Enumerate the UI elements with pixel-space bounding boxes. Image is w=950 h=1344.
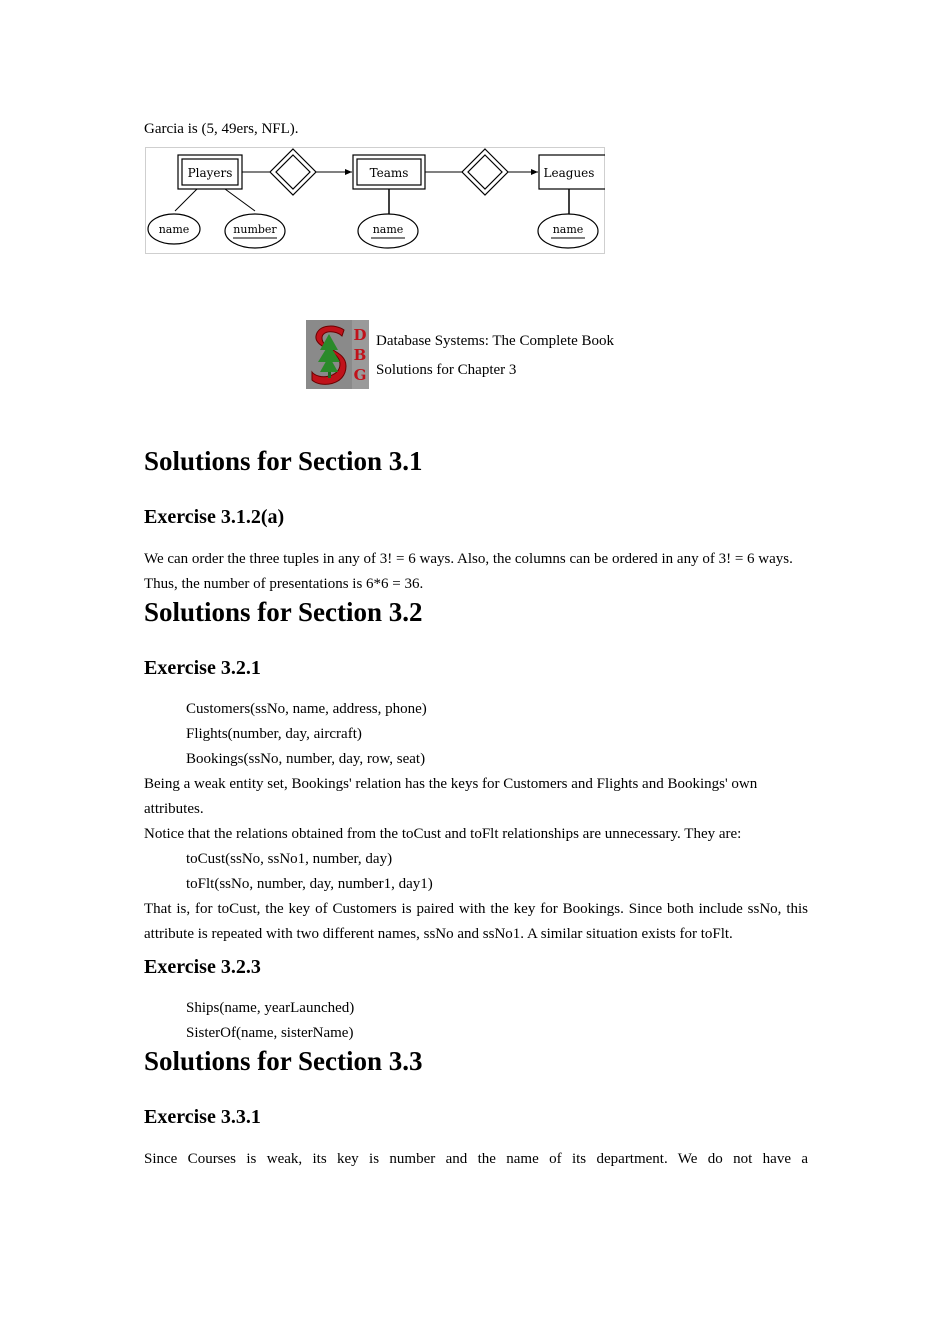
relations-list-2 xyxy=(144,847,808,897)
relation-sisterof: SisterOf(name, sisterName) xyxy=(186,1025,354,1041)
relation-flights: Flights(number, day, aircraft) xyxy=(186,726,362,742)
players-label: Players xyxy=(187,166,233,180)
tocust-paragraph: That is, for toCust, the key of Customers is paired with the key for Bookings. Since both include ssNo, this attribute is repeated with two different names, ssNo and ssNo1. A similar situation exists for toFlt. xyxy=(144,901,808,942)
relation-customers: Customers(ssNo, name, address, phone) xyxy=(186,701,427,717)
er-diagram xyxy=(145,147,605,254)
relations-list-1 xyxy=(144,697,808,772)
svg-text:name: name xyxy=(158,223,190,236)
svg-text:G: G xyxy=(353,366,367,384)
section-3-3-heading: Solutions for Section 3.3 xyxy=(144,1046,423,1076)
exercise-3-2-1-heading: Exercise 3.2.1 xyxy=(144,657,261,679)
stanford-dbg-logo xyxy=(306,320,369,389)
weak-entity-paragraph: Being a weak entity set, Bookings' relation has the keys for Customers and Flights and Bookings' own attributes. xyxy=(144,776,758,817)
relation-ships: Ships(name, yearLaunched) xyxy=(186,1000,355,1016)
teams-label: Teams xyxy=(369,166,409,180)
relation-tocust: toCust(ssNo, ssNo1, number, day) xyxy=(186,851,393,867)
relation-bookings: Bookings(ssNo, number, day, row, seat) xyxy=(186,751,426,767)
exercise-3-2-3-heading: Exercise 3.2.3 xyxy=(144,956,261,978)
svg-text:name: name xyxy=(372,223,404,236)
book-titles xyxy=(376,320,614,389)
exercise-3-1-2a-text: We can order the three tuples in any of 3! = 6 ways. Also, the columns can be ordered in any of 3! = 6 ways. Thus, the number of presentations is 6*6 = 36. xyxy=(144,551,793,592)
intro-text: Garcia is (5, 49ers, NFL). xyxy=(144,121,299,137)
relation-toflt: toFlt(ssNo, number, day, number1, day1) xyxy=(186,876,433,892)
book-header xyxy=(306,320,614,389)
solutions-content xyxy=(144,443,808,1172)
relationships-paragraph: Notice that the relations obtained from the toCust and toFlt relationships are unnecessary. They are: xyxy=(144,826,742,842)
relations-list-3 xyxy=(144,996,808,1046)
book-subtitle: Solutions for Chapter 3 xyxy=(376,362,517,378)
svg-text:B: B xyxy=(353,346,367,364)
svg-text:number: number xyxy=(233,223,277,236)
leagues-label: Leagues xyxy=(543,166,595,180)
exercise-3-3-1-heading: Exercise 3.3.1 xyxy=(144,1106,261,1128)
exercise-3-1-2a-heading: Exercise 3.1.2(a) xyxy=(144,506,285,528)
section-3-2-heading: Solutions for Section 3.2 xyxy=(144,597,423,627)
book-title: Database Systems: The Complete Book xyxy=(376,333,615,349)
svg-text:name: name xyxy=(552,223,584,236)
section-3-1-heading: Solutions for Section 3.1 xyxy=(144,446,423,476)
exercise-3-3-1-text: Since Courses is weak, its key is number and the name of its department. We do not have a xyxy=(144,1151,808,1167)
svg-text:D: D xyxy=(353,326,367,344)
